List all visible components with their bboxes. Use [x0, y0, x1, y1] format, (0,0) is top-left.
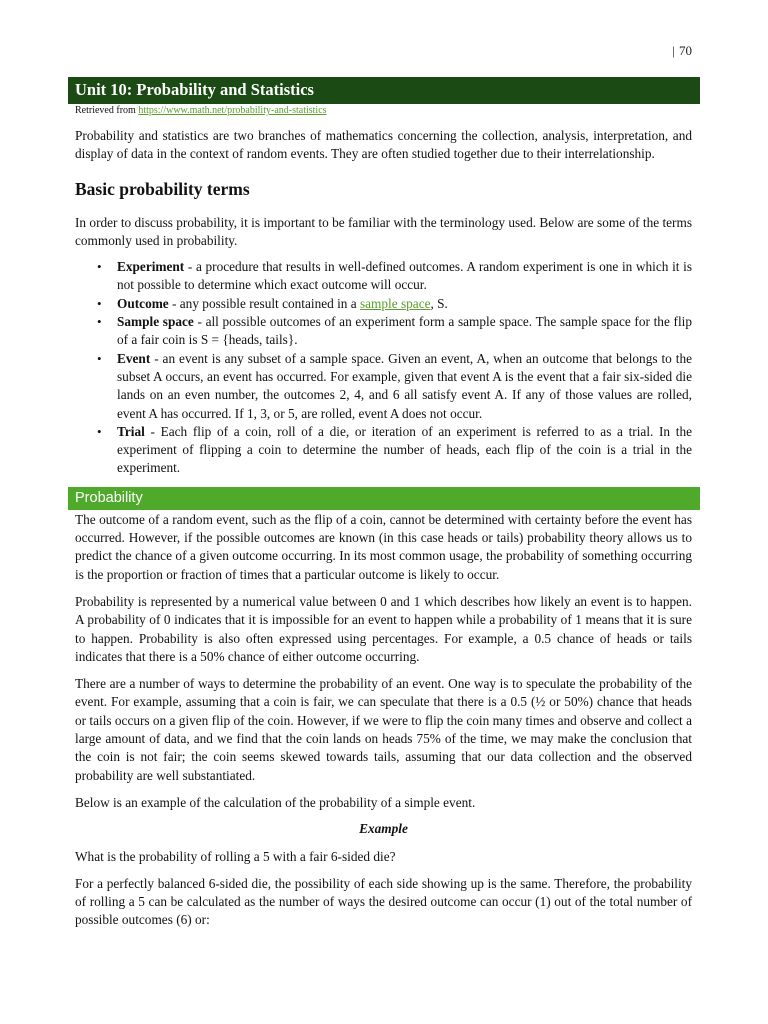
bullet: •	[97, 259, 102, 275]
example-answer: For a perfectly balanced 6-sided die, the possibility of each side showing up is the same. Therefore, the probability of rolling a 5 can be calculated as the number of ways the desired outcome can occur (1) out of the total number of possible outcomes (6) or:	[75, 875, 692, 928]
list-item	[97, 295, 692, 313]
bullet: •	[97, 350, 102, 366]
source-citation	[75, 105, 327, 116]
terms-list	[75, 258, 692, 478]
unit-title-bar	[68, 77, 700, 104]
term-definition: - an event is any subset of a sample space. Given an event, A, when an outcome that belongs to the subset A occurs, an event has occurred. For example, given that event A is the event that a fair six-sided die lands on an even number, the outcomes 2, 4, and 6 all satisfy event A. If any of those values are rolled, event A has occurred. If 1, 3, or 5, are rolled, event A does not occur.	[117, 350, 692, 421]
unit-title: Unit 10: Probability and Statistics	[75, 80, 314, 99]
probability-paragraph: The outcome of a random event, such as the flip of a coin, cannot be determined with certainty before the event has occurred. However, if the possible outcomes are known (in this case heads or tails) probability theory allows us to predict the chance of a given outcome occurring. In its most common usage, the probability of something occurring is the proportion or fraction of times that a particular outcome is likely to occur.	[75, 511, 692, 582]
list-item	[97, 350, 692, 423]
probability-paragraph: Below is an example of the calculation of the probability of a simple event.	[75, 794, 476, 810]
probability-paragraph: There are a number of ways to determine the probability of an event. One way is to speculate the probability of the event. For example, assuming that a coin is fair, we can speculate that there is a 0.5 (½ or 50%) chance that heads or tails occurs on a given flip of the coin. However, if we were to flip the coin many times and observe and collect a large amount of data, and we find that the coin lands on heads 75% of the time, we may make the conclusion that the coin is not fair; the coin seems skewed towards tails, assuming that our data collection and the observed probability are well substantiated.	[75, 676, 692, 783]
sample-space-link[interactable]: sample space	[359, 295, 431, 311]
intro-paragraph: Probability and statistics are two branches of mathematics concerning the collection, analysis, interpretation, and display of data in the context of random events. They are often studied together due to their interrelationship.	[75, 128, 692, 162]
term-definition: - a procedure that results in well-defined outcomes. A random experiment is one in which it is not possible to determine which exact outcome will occur.	[117, 259, 692, 293]
term-label: Outcome	[117, 295, 169, 311]
basic-terms-heading: Basic probability terms	[75, 178, 250, 199]
term-label: Event	[117, 350, 151, 366]
bullet: •	[97, 295, 102, 311]
main-content	[75, 127, 692, 930]
source-link[interactable]: https://www.math.net/probability-and-statistics	[138, 105, 327, 116]
list-item	[97, 258, 692, 295]
bullet: •	[97, 314, 102, 330]
page-number-value: 70	[679, 43, 692, 58]
basic-terms-intro: In order to discuss probability, it is important to be familiar with the terminology used. Below are some of the terms commonly used in probability.	[75, 214, 692, 248]
probability-section-bar	[68, 487, 700, 510]
source-prefix: Retrieved from	[75, 105, 139, 116]
term-definition-end: , S.	[430, 295, 448, 311]
term-label: Sample space	[117, 314, 194, 330]
example-title: Example	[359, 821, 408, 837]
term-label: Trial	[117, 423, 145, 439]
probability-heading: Probability	[75, 489, 143, 506]
page-number-separator: |	[672, 43, 675, 58]
bullet: •	[97, 423, 102, 439]
list-item	[97, 313, 692, 350]
term-definition: - all possible outcomes of an experiment form a sample space. The sample space for the flip of a fair coin is S = {heads, tails}.	[117, 314, 692, 348]
page-number	[672, 43, 692, 59]
term-label: Experiment	[117, 259, 185, 275]
list-item	[97, 423, 692, 478]
example-question: What is the probability of rolling a 5 with a fair 6-sided die?	[75, 848, 396, 864]
term-definition: - any possible result contained in a	[168, 295, 360, 311]
probability-paragraph: Probability is represented by a numerical value between 0 and 1 which describes how likely an event is to happen. A probability of 0 indicates that it is impossible for an event to happen while a probability of 1 means that it is sure to happen. Probability is also often expressed using percentages. For example, a 0.5 chance of heads or tails indicates that there is a 50% chance of either outcome occurring.	[75, 593, 692, 664]
term-definition: - Each flip of a coin, roll of a die, or iteration of an experiment is referred to as a trial. In the experiment of flipping a coin to determine the number of heads, each flip of the coin is a trial in the experiment.	[117, 423, 692, 476]
